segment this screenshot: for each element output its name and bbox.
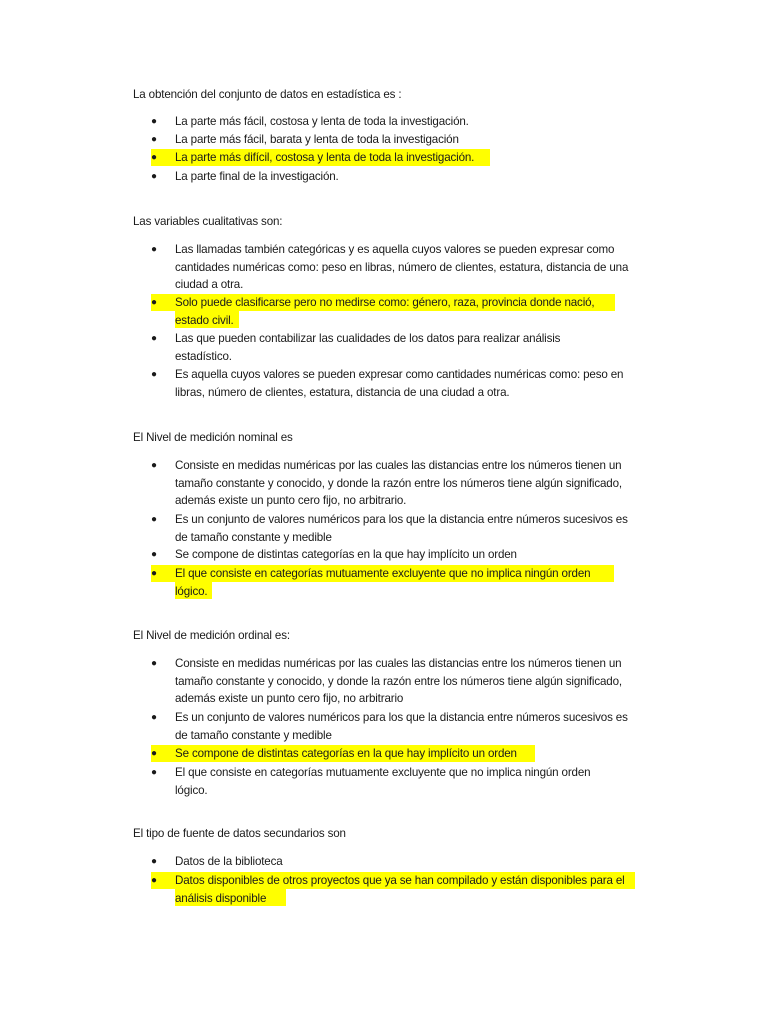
- option-text: Se compone de distintas categorías en la que hay implícito un orden: [175, 548, 517, 561]
- option-text: Consiste en medidas numéricas por las cuales las distancias entre los números tienen un tamaño constante y conocido, y donde la razón entre los números tiene algún significado, además existe un punto cero fijo, no arbitrario.: [175, 459, 622, 508]
- bullet-icon: ●: [151, 116, 157, 127]
- bullet-icon: ●: [151, 244, 157, 255]
- option-text: Datos disponibles de otros proyectos que ya se han compilado y están disponibles para el análisis disponible: [175, 874, 625, 905]
- option-text: Datos de la biblioteca: [175, 855, 283, 868]
- bullet-icon: ●: [151, 297, 157, 308]
- option-text: Consiste en medidas numéricas por las cuales las distancias entre los números tienen un tamaño constante y conocido, y donde la razón entre los números tiene algún significado, además existe un punto cero fijo, no arbitrario: [175, 657, 622, 706]
- bullet-icon: ●: [151, 460, 157, 471]
- bullet-icon: ●: [151, 767, 157, 778]
- option-text: Las que pueden contabilizar las cualidades de los datos para realizar análisis estadístico.: [175, 332, 561, 363]
- option-text: La parte más difícil, costosa y lenta de toda la investigación.: [175, 151, 475, 164]
- bullet-icon: ●: [151, 712, 157, 723]
- bullet-icon: ●: [151, 333, 157, 344]
- bullet-icon: ●: [151, 549, 157, 560]
- bullet-icon: ●: [151, 369, 157, 380]
- bullet-icon: ●: [151, 152, 157, 163]
- bullet-icon: ●: [151, 856, 157, 867]
- bullet-icon: ●: [151, 514, 157, 525]
- option-text: El que consiste en categorías mutuamente excluyente que no implica ningún orden lógico.: [175, 766, 591, 797]
- question-title: La obtención del conjunto de datos en estadística es :: [133, 88, 402, 101]
- bullet-icon: ●: [151, 568, 157, 579]
- option-text: Las llamadas también categóricas y es aquella cuyos valores se pueden expresar como cantidades numéricas como: peso en libras, número de clientes, estatura, distancia de una ciudad a otra.: [175, 243, 629, 292]
- option-text: El que consiste en categorías mutuamente excluyente que no implica ningún orden lógico.: [175, 567, 591, 598]
- question-title: El Nivel de medición ordinal es:: [133, 629, 290, 642]
- bullet-icon: ●: [151, 171, 157, 182]
- bullet-icon: ●: [151, 748, 157, 759]
- option-text: La parte más fácil, costosa y lenta de toda la investigación.: [175, 115, 469, 128]
- question-title: El tipo de fuente de datos secundarios son: [133, 827, 346, 840]
- option-text: Se compone de distintas categorías en la que hay implícito un orden: [175, 747, 517, 760]
- option-text: Es aquella cuyos valores se pueden expresar como cantidades numéricas como: peso en libras, número de clientes, estatura, distancia de una ciudad a otra.: [175, 368, 624, 399]
- option-text: Solo puede clasificarse pero no medirse como: género, raza, provincia donde nació, estado civil.: [175, 296, 595, 327]
- bullet-icon: ●: [151, 134, 157, 145]
- option-text: La parte más fácil, barata y lenta de toda la investigación: [175, 133, 459, 146]
- option-text: La parte final de la investigación.: [175, 170, 339, 183]
- option-text: Es un conjunto de valores numéricos para los que la distancia entre números sucesivos es de tamaño constante y medible: [175, 711, 628, 742]
- bullet-icon: ●: [151, 658, 157, 669]
- bullet-icon: ●: [151, 875, 157, 886]
- question-title: Las variables cualitativas son:: [133, 215, 283, 228]
- question-title: El Nivel de medición nominal es: [133, 431, 293, 444]
- option-text: Es un conjunto de valores numéricos para los que la distancia entre números sucesivos es de tamaño constante y medible: [175, 513, 628, 544]
